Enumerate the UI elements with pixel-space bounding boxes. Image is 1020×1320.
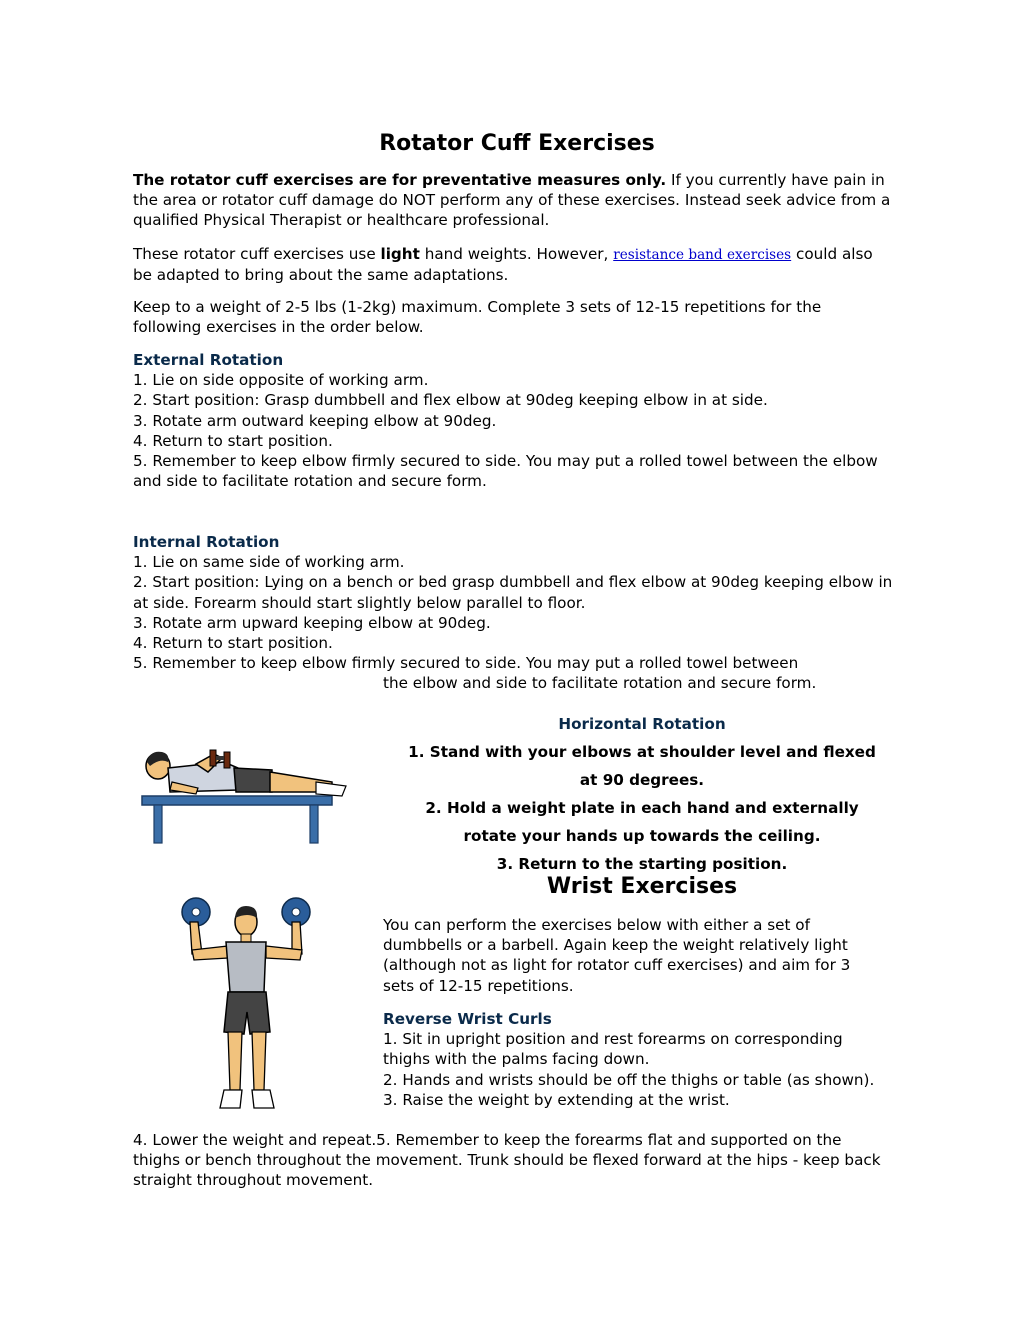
external-rotation-heading: External Rotation <box>133 351 284 369</box>
wrist-final-paragraph: 4. Lower the weight and repeat.5. Remember to keep the forearms flat and supported on the thighs or bench throughout the movement. Trunk should be flexed forward at the hips - keep back straight throughout movement. <box>133 1131 881 1190</box>
reps-paragraph: Keep to a weight of 2-5 lbs (1-2kg) maximum. Complete 3 sets of 12-15 repetitions for the following exercises in the order below. <box>133 298 822 337</box>
curls-step: 2. Hands and wrists should be off the thighs or table (as shown). <box>383 1070 875 1089</box>
weights-pre: These rotator cuff exercises use <box>133 245 381 263</box>
horizontal-rotation-heading: Horizontal Rotation <box>558 715 726 733</box>
horizontal-line: at 90 degrees. <box>579 771 705 789</box>
intro-rest: If you currently have pain in the area or rotator cuff damage do NOT perform any of these exercises. Instead seek advice from a qualified Physical Therapist or healthcare professional. <box>133 171 891 230</box>
horizontal-line: rotate your hands up towards the ceiling. <box>463 827 821 845</box>
internal-rotation-heading: Internal Rotation <box>133 533 280 551</box>
external-step: 2. Start position: Grasp dumbbell and flex elbow at 90deg keeping elbow in at side. <box>133 391 768 410</box>
horizontal-rotation-section <box>383 710 901 878</box>
internal-step: 2. Start position: Lying on a bench or bed grasp dumbbell and flex elbow at 90deg keeping elbow in at side. Forearm should start slightly below parallel to floor. <box>133 573 893 612</box>
wrist-exercises-title: Wrist Exercises <box>546 874 738 899</box>
reverse-wrist-curls-heading: Reverse Wrist Curls <box>383 1010 552 1028</box>
external-step: 4. Return to start position. <box>133 431 333 450</box>
lying-external-rotation-illustration <box>138 742 352 846</box>
external-step: 1. Lie on side opposite of working arm. <box>133 371 429 390</box>
horizontal-line: 3. Return to the starting position. <box>496 855 788 873</box>
weights-post: could also be adapted to bring about the same adaptations. <box>133 245 873 285</box>
page-title: Rotator Cuff Exercises <box>379 131 655 156</box>
internal-step: 3. Rotate arm upward keeping elbow at 90deg. <box>133 613 491 632</box>
internal-rotation-section <box>133 532 893 694</box>
intro-paragraph <box>133 170 893 231</box>
internal-step: 5. Remember to keep elbow firmly secured to side. You may put a rolled towel between <box>133 654 799 673</box>
weights-bold: light <box>380 245 420 263</box>
external-step: 5. Remember to keep elbow firmly secured to side. You may put a rolled towel between the elbow and side to facilitate rotation and secure form. <box>133 452 878 491</box>
horizontal-line: 2. Hold a weight plate in each hand and externally <box>425 799 859 817</box>
internal-step: 1. Lie on same side of working arm. <box>133 553 405 572</box>
resistance-band-link[interactable]: resistance band exercises <box>613 247 792 263</box>
internal-step: 4. Return to start position. <box>133 634 333 653</box>
internal-step: the elbow and side to facilitate rotation and secure form. <box>383 674 817 693</box>
standing-plate-rotation-illustration <box>178 894 318 1116</box>
weights-mid: hand weights. However, <box>419 245 614 263</box>
curls-step: 1. Sit in upright position and rest forearms on corresponding thighs with the palms facing down. <box>383 1030 843 1069</box>
external-step: 3. Rotate arm outward keeping elbow at 90deg. <box>133 411 497 430</box>
intro-bold: The rotator cuff exercises are for preventative measures only. <box>133 171 667 189</box>
horizontal-line: 1. Stand with your elbows at shoulder level and flexed <box>408 743 876 761</box>
weights-paragraph <box>133 244 893 285</box>
curls-step: 3. Raise the weight by extending at the wrist. <box>383 1090 730 1109</box>
external-rotation-section <box>133 350 893 491</box>
wrist-intro: You can perform the exercises below with either a set of dumbbells or a barbell. Again keep the weight relatively light (although not as light for rotator cuff exercises) and aim for 3 sets of 12-15 repetitions. <box>383 916 851 995</box>
reverse-wrist-curls-section <box>383 1009 883 1110</box>
